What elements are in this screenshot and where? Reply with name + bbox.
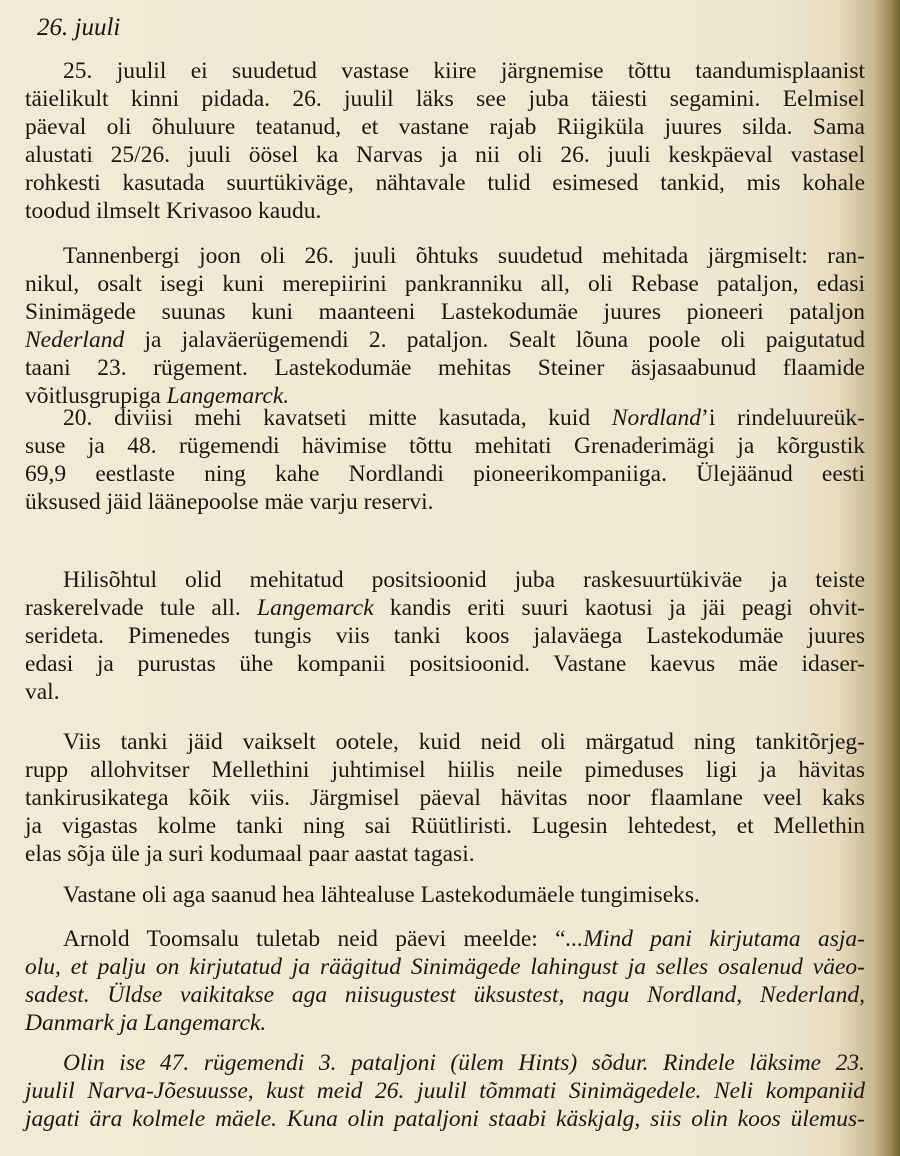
quote-line: juulil Narva-Jõesuusse, kust meid 26. juulil tõmmati Sinimägedele. Neli kompaniid xyxy=(25,1078,865,1104)
paragraph-8-quote xyxy=(25,1049,865,1133)
text-segment: raskerelvade tule all. xyxy=(25,595,258,621)
text-line: päeval oli õhuluure teatanud, et vastane rajab Riigiküla juures silda. Sama xyxy=(25,114,865,140)
text-line: Tannenbergi joon oli 26. juuli õhtuks suudetud mehitada järgmiselt: ran- xyxy=(63,243,865,269)
text-line: taani 23. rügement. Lastekodumäe mehitas Steiner äsjasaabunud flaamide xyxy=(25,355,865,381)
text-line: val. xyxy=(25,679,60,705)
text-segment: kandis eriti suuri kaotusi ja jäi peagi ohvit- xyxy=(373,595,865,621)
paragraph-1 xyxy=(25,57,865,225)
quote-line: Olin ise 47. rügemendi 3. pataljoni (ülem Hints) sõdur. Rindele läksime 23. xyxy=(63,1050,865,1076)
text-line: Viis tanki jäid vaikselt ootele, kuid neid oli märgatud ning tankitõrjeg- xyxy=(63,729,865,755)
unit-name: Nederland xyxy=(25,327,125,353)
text-line: suse ja 48. rügemendi hävimise tõttu mehitati Grenaderimägi ja kõrgustik xyxy=(25,433,865,459)
quote-segment: ...Mind pani kirjutama asja- xyxy=(565,926,865,952)
text-line: elas sõja üle ja suri kodumaal paar aastat tagasi. xyxy=(25,841,475,867)
unit-name: Nordland xyxy=(611,405,702,431)
quote-line: jagati ära kolmele mäele. Kuna olin pataljoni staabi käskjalg, siis olin koos ülemus- xyxy=(25,1106,865,1132)
text-line: üksused jäid läänepoolse mäe varju reservi. xyxy=(25,489,434,515)
quote-line: olu, et palju on kirjutatud ja räägitud Sinimägede lahingust ja selles osalenud väeo- xyxy=(25,954,865,980)
text-segment: ’i rindeluureük- xyxy=(701,405,865,431)
text-line xyxy=(25,404,865,432)
paragraph-4 xyxy=(25,566,865,706)
text-line xyxy=(25,594,865,622)
text-line: toodud ilmselt Krivasoo kaudu. xyxy=(25,198,322,224)
text-line xyxy=(25,326,865,354)
paragraph-3 xyxy=(25,404,865,516)
text-line: 25. juulil ei suudetud vastase kiire järgnemise tõttu taandumisplaanist xyxy=(63,58,865,84)
text-line: täielikult kinni pidada. 26. juulil läks see juba täiesti segamini. Eelmisel xyxy=(25,86,865,112)
paragraph-6 xyxy=(25,881,865,909)
paragraph-5 xyxy=(25,728,865,868)
text-line: edasi ja purustas ühe kompanii positsioonid. Vastane kaevus mäe idaser- xyxy=(25,651,865,677)
text-line xyxy=(25,925,865,953)
quote-line: sadest. Üldse vaikitakse aga niisugustest üksustest, nagu Nordland, Nederland, xyxy=(25,982,865,1008)
text-line: alustati 25/26. juuli öösel ka Narvas ja nii oli 26. juuli keskpäeval vastasel xyxy=(25,142,865,168)
text-segment: ja jalaväerügemendi 2. pataljon. Sealt lõuna poole oli paigutatud xyxy=(124,327,865,353)
text-line: tankirusikatega kõik viis. Järgmisel päeval hävitas noor flaamlane veel kaks xyxy=(25,785,865,811)
text-line: rohkesti kasutada suurtükiväge, nähtavale tulid esimesed tankid, mis kohale xyxy=(25,170,865,196)
text-line: rupp allohvitser Mellethini juhtimisel hiilis neile pimeduses ligi ja hävitas xyxy=(25,757,865,783)
unit-name: Langemarck. xyxy=(166,383,290,409)
section-heading: 26. juuli xyxy=(37,14,121,41)
text-segment: 20. diviisi mehi kavatseti mitte kasutada, kuid xyxy=(63,405,612,431)
text-line: serideta. Pimenedes tungis viis tanki koos jalaväega Lastekodumäe juures xyxy=(25,623,865,649)
text-line: nikul, osalt isegi kuni merepiirini pankranniku all, oli Rebase pataljon, edasi xyxy=(25,271,865,297)
text-line: Sinimägede suunas kuni maanteeni Lastekodumäe juures pioneeri pataljon xyxy=(25,299,865,325)
text-segment: võitlusgrupiga xyxy=(25,383,167,409)
text-line: 69,9 eestlaste ning kahe Nordlandi pioneerikompaniiga. Ülejäänud eesti xyxy=(25,461,865,487)
text-segment: Arnold Toomsalu tuletab neid päevi meelde: “ xyxy=(63,926,566,952)
unit-name: Langemarck xyxy=(257,595,374,621)
quote-line: Danmark ja Langemarck. xyxy=(25,1010,267,1036)
text-line: Vastane oli aga saanud hea lähtealuse Lastekodumäele tungimiseks. xyxy=(63,882,700,908)
paragraph-7-quote xyxy=(25,925,865,1037)
text-line: Hilisõhtul olid mehitatud positsioonid juba raskesuurtükiväe ja teiste xyxy=(63,567,865,593)
paragraph-2 xyxy=(25,242,865,410)
text-line: ja vigastas kolme tanki ning sai Rüütliristi. Lugesin lehtedest, et Mellethin xyxy=(25,813,865,839)
